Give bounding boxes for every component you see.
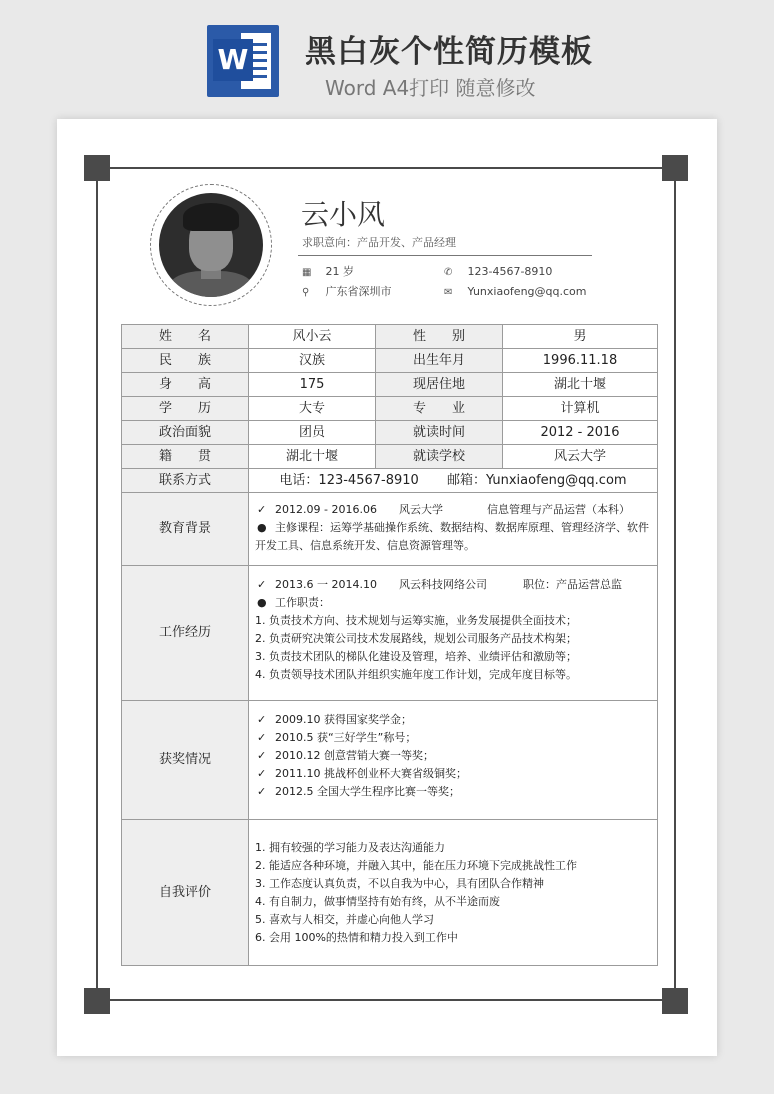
resume-table xyxy=(121,324,658,966)
age-value: 21 岁 xyxy=(325,265,354,278)
field-value: 男 xyxy=(503,325,658,349)
education-row xyxy=(122,493,658,566)
list-item: 3. 工作态度认真负责，不以自我为中心，具有团队合作精神 xyxy=(255,877,544,890)
education-courses xyxy=(255,519,651,555)
contact-row xyxy=(122,469,658,493)
self-eval-label: 自我评价 xyxy=(122,820,249,966)
list-item xyxy=(255,747,651,765)
phone-icon: ✆ xyxy=(444,267,453,278)
education-courses-text: 主修课程：运筹学基础操作系统、数据结构、数据库原理、管理经济学、软件开发工具、信息系统开发、信息资源管理等。 xyxy=(255,521,649,552)
field-label: 性 别 xyxy=(376,325,503,349)
work-position: 职位：产品运营总监 xyxy=(523,578,622,591)
list-item: 2. 负责研究决策公司技术发展路线，规划公司服务产品技术构架； xyxy=(255,632,577,645)
field-value: 湖北十堰 xyxy=(503,373,658,397)
corner-square-bottom-left xyxy=(84,988,110,1014)
list-item: 2. 能适应各种环境，并融入其中，能在压力环境下完成挑战性工作 xyxy=(255,859,577,872)
list-item: 5. 喜欢与人相交，并虚心向他人学习 xyxy=(255,913,434,926)
work-duty-title-text: 工作职责： xyxy=(275,596,330,609)
field-label: 就读学校 xyxy=(376,445,503,469)
list-item xyxy=(255,729,651,747)
field-value: 汉族 xyxy=(249,349,376,373)
header-subtitle: Word A4打印 随意修改 xyxy=(325,76,536,100)
check-icon: ✓ xyxy=(257,578,267,591)
award-text: 2011.10 挑战杯创业杯大赛省级铜奖； xyxy=(275,767,467,780)
bullet-icon: ● xyxy=(257,521,267,534)
word-icon-letter: W xyxy=(213,39,253,81)
contact-phone: 电话：123-4567-8910 xyxy=(279,472,419,488)
field-label: 政治面貌 xyxy=(122,421,249,445)
contact-label: 联系方式 xyxy=(122,469,249,493)
field-label: 民 族 xyxy=(122,349,249,373)
award-text: 2012.5 全国大学生程序比赛一等奖； xyxy=(275,785,460,798)
education-label: 教育背景 xyxy=(122,493,249,566)
work-row xyxy=(122,566,658,701)
check-icon: ✓ xyxy=(257,749,267,762)
location-pin-icon: ⚲ xyxy=(302,287,310,298)
divider xyxy=(298,255,592,256)
awards-content xyxy=(249,701,658,820)
location-info xyxy=(302,285,392,300)
field-value: 风小云 xyxy=(249,325,376,349)
award-text: 2010.12 创意营销大赛一等奖； xyxy=(275,749,434,762)
work-period: 2013.6 一 2014.10 xyxy=(275,578,377,591)
list-item: 3. 负责技术团队的梯队化建设及管理，培养、业绩评估和激励等； xyxy=(255,650,577,663)
education-entry xyxy=(255,501,651,519)
corner-square-top-right xyxy=(662,155,688,181)
list-item xyxy=(255,783,651,801)
field-label: 现居住地 xyxy=(376,373,503,397)
phone-value: 123-4567-8910 xyxy=(467,265,553,278)
check-icon: ✓ xyxy=(257,731,267,744)
avatar xyxy=(159,193,263,297)
work-entry xyxy=(255,576,651,594)
education-content xyxy=(249,493,658,566)
education-major: 信息管理与产品运营（本科） xyxy=(487,503,630,516)
field-label: 学 历 xyxy=(122,397,249,421)
field-value: 175 xyxy=(249,373,376,397)
education-period: 2012.09 - 2016.06 xyxy=(275,503,377,516)
list-item xyxy=(255,711,651,729)
field-label: 身 高 xyxy=(122,373,249,397)
bullet-icon: ● xyxy=(257,596,267,609)
self-eval-row xyxy=(122,820,658,966)
job-intent: 求职意向：产品开发、产品经理 xyxy=(302,236,456,249)
check-icon: ✓ xyxy=(257,767,267,780)
email-info xyxy=(444,285,587,300)
calendar-icon: ▦ xyxy=(302,267,312,278)
award-text: 2010.5 获“三好学生”称号； xyxy=(275,731,417,744)
contact-email: 邮箱：Yunxiaofeng@qq.com xyxy=(446,472,627,488)
self-eval-content xyxy=(249,820,658,966)
table-row xyxy=(122,421,658,445)
award-text: 2009.10 获得国家奖学金； xyxy=(275,713,412,726)
awards-label: 获奖情况 xyxy=(122,701,249,820)
candidate-name: 云小风 xyxy=(301,198,386,231)
table-row xyxy=(122,445,658,469)
work-label: 工作经历 xyxy=(122,566,249,701)
field-label: 姓 名 xyxy=(122,325,249,349)
avatar-ring xyxy=(150,184,272,306)
field-value: 计算机 xyxy=(503,397,658,421)
envelope-icon: ✉ xyxy=(444,287,453,298)
word-icon xyxy=(207,25,279,97)
field-label: 籍 贯 xyxy=(122,445,249,469)
table-row xyxy=(122,325,658,349)
corner-square-bottom-right xyxy=(662,988,688,1014)
field-value: 团员 xyxy=(249,421,376,445)
check-icon: ✓ xyxy=(257,713,267,726)
table-row xyxy=(122,373,658,397)
list-item: 4. 负责领导技术团队并组织实施年度工作计划，完成年度目标等。 xyxy=(255,668,577,681)
field-value: 2012 - 2016 xyxy=(503,421,658,445)
list-item: 1. 负责技术方向、技术规划与运筹实施，业务发展提供全面技术； xyxy=(255,614,577,627)
table-row xyxy=(122,349,658,373)
field-value: 大专 xyxy=(249,397,376,421)
check-icon: ✓ xyxy=(257,503,267,516)
work-company: 风云科技网络公司 xyxy=(399,578,487,591)
field-label: 出生年月 xyxy=(376,349,503,373)
check-icon: ✓ xyxy=(257,785,267,798)
awards-row xyxy=(122,701,658,820)
field-label: 就读时间 xyxy=(376,421,503,445)
education-school: 风云大学 xyxy=(399,503,443,516)
field-value: 风云大学 xyxy=(503,445,658,469)
age-info xyxy=(302,265,354,280)
list-item: 6. 会用 100%的热情和精力投入到工作中 xyxy=(255,931,458,944)
header-title: 黑白灰个性简历模板 xyxy=(305,34,593,70)
field-value: 1996.11.18 xyxy=(503,349,658,373)
table-row xyxy=(122,397,658,421)
list-item: 1. 拥有较强的学习能力及表达沟通能力 xyxy=(255,841,445,854)
page-header xyxy=(0,0,774,118)
email-value: Yunxiaofeng@qq.com xyxy=(467,285,587,298)
contact-values xyxy=(249,469,658,493)
field-label: 专 业 xyxy=(376,397,503,421)
list-item: 4. 有自制力，做事情坚持有始有终，从不半途而废 xyxy=(255,895,500,908)
work-content xyxy=(249,566,658,701)
work-duty-title xyxy=(255,594,651,612)
corner-square-top-left xyxy=(84,155,110,181)
phone-info xyxy=(444,265,552,280)
field-value: 湖北十堰 xyxy=(249,445,376,469)
location-value: 广东省深圳市 xyxy=(325,285,392,298)
list-item xyxy=(255,765,651,783)
